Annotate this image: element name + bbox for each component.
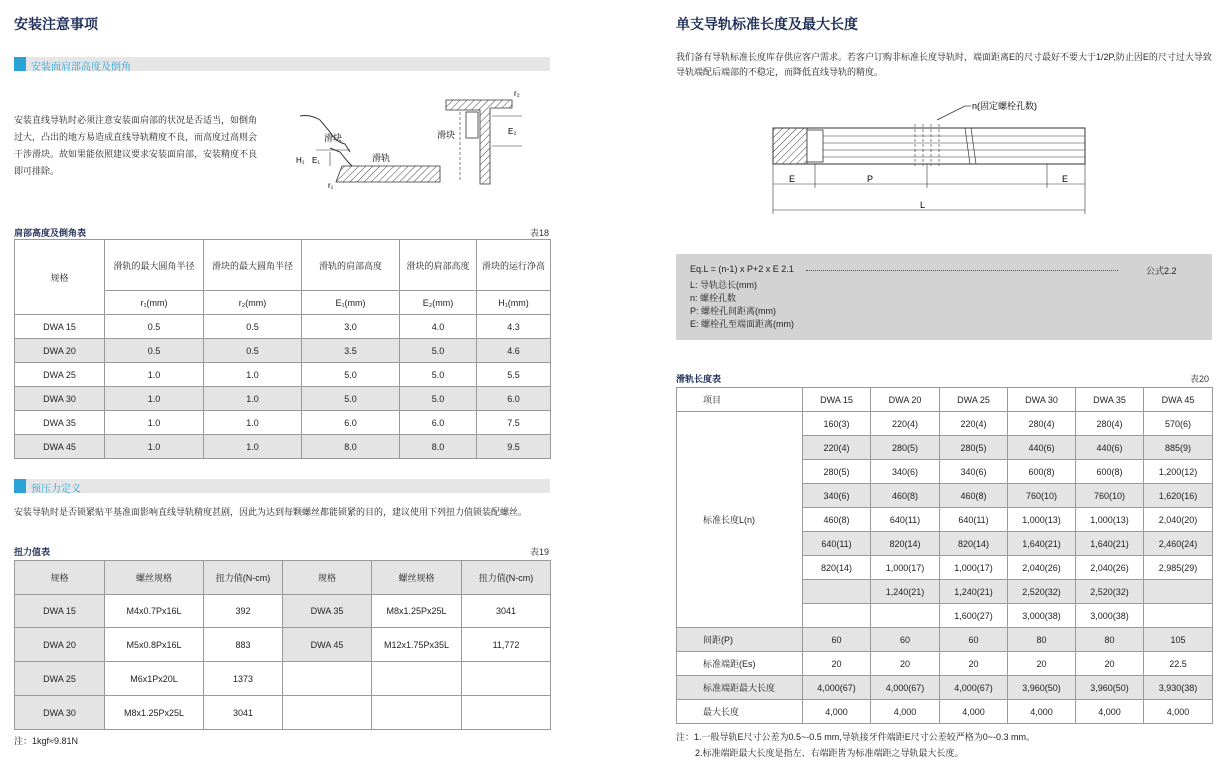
cell: DWA 35 bbox=[15, 411, 105, 435]
model-header: DWA 25 bbox=[940, 388, 1008, 412]
table19-number: 表19 bbox=[530, 547, 550, 557]
e-right-label: E bbox=[1062, 174, 1069, 184]
cell: 4.6 bbox=[477, 339, 551, 363]
std-length-label: 标准长度L(n) bbox=[677, 412, 803, 628]
cell: 2,985(29) bbox=[1144, 556, 1213, 580]
table-row bbox=[15, 662, 551, 696]
col-header: 滑块的肩部高度 bbox=[400, 240, 477, 291]
para-line: 过大，凸出的地方易造成直线导轨精度不良，而高度过高则会 bbox=[14, 132, 258, 142]
col-header: 螺丝规格 bbox=[372, 561, 462, 595]
cell: 4,000 bbox=[940, 700, 1008, 724]
cell: 340(6) bbox=[803, 484, 871, 508]
cell: DWA 20 bbox=[15, 628, 105, 662]
cell: 2,040(26) bbox=[1076, 556, 1144, 580]
cell: 3,000(38) bbox=[1008, 604, 1076, 628]
cell: 0.5 bbox=[204, 315, 302, 339]
cell: 60 bbox=[940, 628, 1008, 652]
e1-label: E₁ bbox=[312, 156, 321, 165]
cell bbox=[1144, 604, 1213, 628]
block-hatch bbox=[446, 100, 512, 184]
section-marker bbox=[14, 57, 26, 71]
unit-header: E₁(mm) bbox=[302, 291, 400, 315]
table-row bbox=[15, 595, 551, 628]
torque-table bbox=[14, 560, 551, 730]
table-row bbox=[15, 435, 551, 459]
cell: 1.0 bbox=[204, 387, 302, 411]
cell: 5.0 bbox=[302, 387, 400, 411]
cell: 1,000(13) bbox=[1076, 508, 1144, 532]
unit-header: r₂(mm) bbox=[204, 291, 302, 315]
cell: 3.0 bbox=[302, 315, 400, 339]
cell: 5.0 bbox=[302, 363, 400, 387]
col-header: 滑块的最大圆角半径 bbox=[204, 240, 302, 291]
model-header: DWA 45 bbox=[1144, 388, 1213, 412]
cell: M8x1.25Px25L bbox=[372, 595, 462, 628]
cell: 4,000(67) bbox=[871, 676, 940, 700]
cell: 4,000(67) bbox=[940, 676, 1008, 700]
table19-title: 扭力值表 bbox=[14, 547, 51, 557]
cell bbox=[283, 696, 372, 730]
table-header-row bbox=[677, 388, 1213, 412]
table-row bbox=[15, 315, 551, 339]
cell: 220(4) bbox=[940, 412, 1008, 436]
cell: 5.0 bbox=[400, 363, 477, 387]
table-row bbox=[677, 628, 1213, 652]
section-header-shoulder bbox=[14, 57, 550, 71]
h1-label: H₁ bbox=[296, 156, 305, 165]
cell: 1,640(21) bbox=[1008, 532, 1076, 556]
table-row bbox=[15, 363, 551, 387]
cell: 570(6) bbox=[1144, 412, 1213, 436]
cell: M12x1.75Px35L bbox=[372, 628, 462, 662]
cell: 20 bbox=[1076, 652, 1144, 676]
cell: 1.0 bbox=[105, 363, 204, 387]
cell: 1,000(13) bbox=[1008, 508, 1076, 532]
cell: DWA 35 bbox=[283, 595, 372, 628]
note-line: 2.标准端距最大长度是指左、右端距皆为标准端距之导轨最大长度。 bbox=[695, 748, 964, 758]
cell: 0.5 bbox=[105, 339, 204, 363]
row-label: 最大长度 bbox=[677, 700, 803, 724]
cell: 9.5 bbox=[477, 435, 551, 459]
pitch-label: P bbox=[867, 174, 874, 184]
formula-var: E: 螺栓孔至端面距离(mm) bbox=[690, 319, 794, 329]
unit-header: H₁(mm) bbox=[477, 291, 551, 315]
formula-leader bbox=[806, 270, 1118, 271]
cell: 392 bbox=[204, 595, 283, 628]
cell: 6.0 bbox=[477, 387, 551, 411]
cell: 5.0 bbox=[400, 387, 477, 411]
cell: 280(4) bbox=[1008, 412, 1076, 436]
cell: 640(11) bbox=[803, 532, 871, 556]
cell: 4.0 bbox=[400, 315, 477, 339]
row-label: 标准端距(Es) bbox=[677, 652, 803, 676]
cell: 640(11) bbox=[940, 508, 1008, 532]
cell bbox=[372, 662, 462, 696]
cell: 160(3) bbox=[803, 412, 871, 436]
row-label: 标准端距最大长度 bbox=[677, 676, 803, 700]
cell: 1,620(16) bbox=[1144, 484, 1213, 508]
table-row bbox=[15, 696, 551, 730]
section-title: 安装面肩部高度及倒角 bbox=[31, 62, 131, 73]
note-line: 注：1.一般导轨E尺寸公差为0.5~-0.5 mm,导轨接牙件端距E尺寸公差较严格为0~-0.3 mm。 bbox=[676, 732, 1036, 742]
cell: 7.5 bbox=[477, 411, 551, 435]
cell: 8.0 bbox=[302, 435, 400, 459]
cell: 1,240(21) bbox=[871, 580, 940, 604]
table-row bbox=[15, 339, 551, 363]
cell: 760(10) bbox=[1076, 484, 1144, 508]
para-line: 导轨端配后端部的不稳定，而降低直线导轨的精度。 bbox=[676, 67, 884, 77]
cell: 280(5) bbox=[871, 436, 940, 460]
cell: 8.0 bbox=[400, 435, 477, 459]
cell: 883 bbox=[204, 628, 283, 662]
cell: 760(10) bbox=[1008, 484, 1076, 508]
cell: 3041 bbox=[462, 595, 551, 628]
cell: 3,930(38) bbox=[1144, 676, 1213, 700]
para-line: 干涉滑块。故如果能依照建议要求安装面肩部，安装精度不良 bbox=[14, 149, 258, 159]
cell: 3,000(38) bbox=[1076, 604, 1144, 628]
cell: 280(4) bbox=[1076, 412, 1144, 436]
cell: 4,000(67) bbox=[803, 676, 871, 700]
left-page-title: 安装注意事项 bbox=[14, 16, 98, 32]
cell: 1,640(21) bbox=[1076, 532, 1144, 556]
formula-number: 公式2.2 bbox=[1146, 266, 1177, 276]
cell: 4,000 bbox=[803, 700, 871, 724]
para-line: 即可排除。 bbox=[14, 166, 60, 176]
table-row bbox=[677, 412, 1213, 436]
cell: 440(6) bbox=[1008, 436, 1076, 460]
col-header: 规格 bbox=[283, 561, 372, 595]
cell: 105 bbox=[1144, 628, 1213, 652]
cell: 1,200(12) bbox=[1144, 460, 1213, 484]
cell: 5.0 bbox=[400, 339, 477, 363]
cell: 340(6) bbox=[871, 460, 940, 484]
model-header: DWA 30 bbox=[1008, 388, 1076, 412]
model-header: DWA 20 bbox=[871, 388, 940, 412]
cell: DWA 45 bbox=[283, 628, 372, 662]
col-header: 扭力值(N-cm) bbox=[462, 561, 551, 595]
spec-header: 规格 bbox=[15, 240, 105, 315]
cell: 600(8) bbox=[1076, 460, 1144, 484]
cell: 22.5 bbox=[1144, 652, 1213, 676]
cell: 1373 bbox=[204, 662, 283, 696]
r2-label: r₂ bbox=[514, 89, 520, 98]
bolt-count-label: n(固定螺栓孔数) bbox=[972, 101, 1037, 111]
table-row bbox=[15, 628, 551, 662]
col-header: 滑轨的肩部高度 bbox=[302, 240, 400, 291]
section-marker bbox=[14, 479, 26, 493]
cell: 1.0 bbox=[204, 411, 302, 435]
col-header: 扭力值(N-cm) bbox=[204, 561, 283, 595]
cell: 220(4) bbox=[803, 436, 871, 460]
cell: 4.3 bbox=[477, 315, 551, 339]
cell: 11,772 bbox=[462, 628, 551, 662]
cell: DWA 15 bbox=[15, 595, 105, 628]
cell bbox=[372, 696, 462, 730]
table-row bbox=[677, 676, 1213, 700]
cell: DWA 25 bbox=[15, 662, 105, 696]
cell: 280(5) bbox=[803, 460, 871, 484]
para-line: 安装直线导轨时必须注意安装面肩部的状况是否适当，如倒角 bbox=[14, 115, 258, 125]
cell bbox=[283, 662, 372, 696]
cell: M6x1Px20L bbox=[105, 662, 204, 696]
cell: 1.0 bbox=[105, 387, 204, 411]
right-page-title: 单支导轨标准长度及最大长度 bbox=[676, 16, 858, 32]
cell: DWA 45 bbox=[15, 435, 105, 459]
formula-equation: Eq.L = (n-1) x P+2 x E 2.1 bbox=[690, 264, 794, 274]
table-row bbox=[677, 652, 1213, 676]
cell: 460(8) bbox=[940, 484, 1008, 508]
cell: 2,520(32) bbox=[1076, 580, 1144, 604]
col-header: 滑块的运行净高 bbox=[477, 240, 551, 291]
cell: 4,000 bbox=[1144, 700, 1213, 724]
cell: DWA 20 bbox=[15, 339, 105, 363]
formula-var: P: 螺栓孔间距离(mm) bbox=[690, 306, 776, 316]
torque-note: 注：1kgf≈9.81N bbox=[14, 736, 78, 746]
cell: DWA 30 bbox=[15, 696, 105, 730]
table20-number: 表20 bbox=[1190, 374, 1210, 384]
cell: M4x0.7Px16L bbox=[105, 595, 204, 628]
shoulder-paragraph bbox=[14, 112, 274, 180]
section-header-preload bbox=[14, 479, 550, 493]
r1-label: r₁ bbox=[328, 181, 334, 190]
cell: M5x0.8Px16L bbox=[105, 628, 204, 662]
slider-label: 滑块 bbox=[324, 133, 343, 143]
table20-title: 滑轨长度表 bbox=[676, 374, 722, 384]
formula-var: L: 导轨总长(mm) bbox=[690, 280, 757, 290]
length-notes bbox=[676, 729, 1035, 760]
cell: 640(11) bbox=[871, 508, 940, 532]
cell: 3.5 bbox=[302, 339, 400, 363]
cell: 280(5) bbox=[940, 436, 1008, 460]
cell: 4,000 bbox=[871, 700, 940, 724]
cell: 1,240(21) bbox=[940, 580, 1008, 604]
cell: DWA 25 bbox=[15, 363, 105, 387]
cell bbox=[803, 604, 871, 628]
cell: 340(6) bbox=[940, 460, 1008, 484]
table-row bbox=[15, 387, 551, 411]
cell: 0.5 bbox=[105, 315, 204, 339]
para-line: 我们备有导轨标准长度库存供应客户需求。若客户订购非标准长度导轨时，端面距离E的尺寸最好不要大于1/2P,防止因E的尺寸过大导致 bbox=[676, 52, 1212, 62]
cell: 820(14) bbox=[871, 532, 940, 556]
cell: 60 bbox=[871, 628, 940, 652]
rail-end-hatch bbox=[773, 128, 807, 164]
table18-title: 肩部高度及倒角表 bbox=[14, 228, 87, 238]
cell: 20 bbox=[803, 652, 871, 676]
cell: 2,040(20) bbox=[1144, 508, 1213, 532]
cell: 0.5 bbox=[204, 339, 302, 363]
cell: 1,000(17) bbox=[871, 556, 940, 580]
cell: 1.0 bbox=[204, 363, 302, 387]
cell: 5.5 bbox=[477, 363, 551, 387]
model-header: DWA 35 bbox=[1076, 388, 1144, 412]
cell: 220(4) bbox=[871, 412, 940, 436]
shoulder-diagram bbox=[290, 86, 540, 191]
cell: DWA 30 bbox=[15, 387, 105, 411]
cell: 4,000 bbox=[1076, 700, 1144, 724]
cell: 3041 bbox=[204, 696, 283, 730]
cell: 80 bbox=[1008, 628, 1076, 652]
cell: 600(8) bbox=[1008, 460, 1076, 484]
table18-number: 表18 bbox=[530, 228, 550, 238]
item-header: 项目 bbox=[677, 388, 803, 412]
cell bbox=[1144, 580, 1213, 604]
col-header: 规格 bbox=[15, 561, 105, 595]
cell bbox=[871, 604, 940, 628]
cell: 820(14) bbox=[940, 532, 1008, 556]
length-paragraph bbox=[676, 50, 1216, 80]
slider2-label: 滑块 bbox=[437, 130, 456, 140]
row-label: 间距(P) bbox=[677, 628, 803, 652]
cell: M8x1.25Px25L bbox=[105, 696, 204, 730]
col-header: 滑轨的最大圆角半径 bbox=[105, 240, 204, 291]
table-row bbox=[677, 700, 1213, 724]
cell bbox=[803, 580, 871, 604]
cell: 6.0 bbox=[302, 411, 400, 435]
cell: 460(8) bbox=[871, 484, 940, 508]
cell: 1.0 bbox=[105, 435, 204, 459]
cell: 20 bbox=[940, 652, 1008, 676]
rail-label: 滑轨 bbox=[372, 153, 391, 163]
rail-length-table bbox=[676, 387, 1213, 724]
cell: 1,600(27) bbox=[940, 604, 1008, 628]
cell: 6.0 bbox=[400, 411, 477, 435]
model-header: DWA 15 bbox=[803, 388, 871, 412]
formula-box bbox=[676, 254, 1212, 340]
preload-paragraph: 安装导轨时是否锁紧贴平基准面影响直线导轨精度甚剧，因此为达到每颗螺丝都能锁紧的目的，建议使用下列扭力值锁装配螺丝。 bbox=[14, 507, 528, 517]
cell: 2,520(32) bbox=[1008, 580, 1076, 604]
unit-header: E₂(mm) bbox=[400, 291, 477, 315]
cell: 20 bbox=[871, 652, 940, 676]
shoulder-table bbox=[14, 239, 551, 459]
rail-length-diagram bbox=[765, 96, 1095, 218]
cell: DWA 15 bbox=[15, 315, 105, 339]
cell: 1.0 bbox=[204, 435, 302, 459]
unit-header: r₁(mm) bbox=[105, 291, 204, 315]
cell: 3,960(50) bbox=[1008, 676, 1076, 700]
cell: 1.0 bbox=[105, 411, 204, 435]
e-left-label: E bbox=[789, 174, 796, 184]
e2-label: E₂ bbox=[508, 127, 517, 136]
cell: 885(9) bbox=[1144, 436, 1213, 460]
cell: 440(6) bbox=[1076, 436, 1144, 460]
base-hatch bbox=[336, 166, 440, 182]
formula-var: n: 螺栓孔数 bbox=[690, 293, 737, 303]
cell: 820(14) bbox=[803, 556, 871, 580]
length-label: L bbox=[920, 200, 926, 210]
cell: 20 bbox=[1008, 652, 1076, 676]
cell: 460(8) bbox=[803, 508, 871, 532]
cell: 1,000(17) bbox=[940, 556, 1008, 580]
section-title: 预压力定义 bbox=[31, 484, 81, 495]
cell: 4,000 bbox=[1008, 700, 1076, 724]
cell: 2,040(26) bbox=[1008, 556, 1076, 580]
col-header: 螺丝规格 bbox=[105, 561, 204, 595]
cell: 60 bbox=[803, 628, 871, 652]
cell: 3,960(50) bbox=[1076, 676, 1144, 700]
cell bbox=[462, 696, 551, 730]
table-row bbox=[15, 411, 551, 435]
cell bbox=[462, 662, 551, 696]
cell: 80 bbox=[1076, 628, 1144, 652]
cell: 2,460(24) bbox=[1144, 532, 1213, 556]
